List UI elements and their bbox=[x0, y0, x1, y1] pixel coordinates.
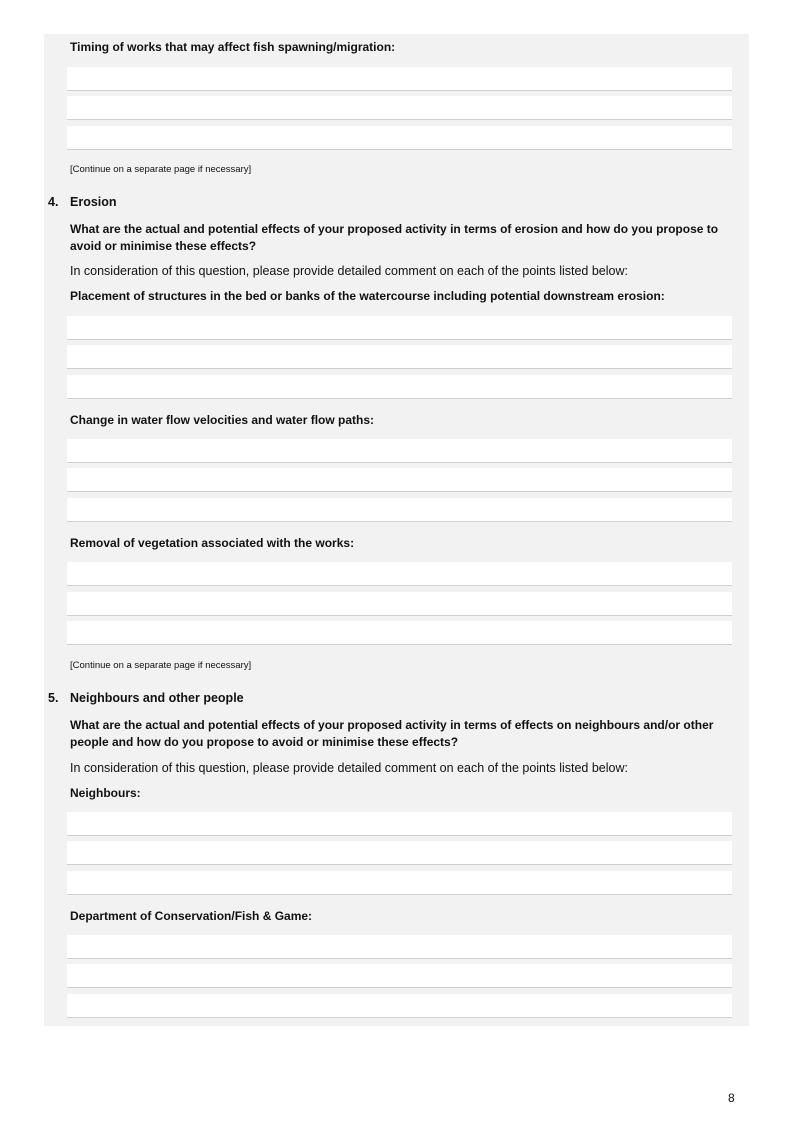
vegetation-label: Removal of vegetation associated with the works: bbox=[70, 536, 355, 550]
vegetation-field-2[interactable] bbox=[67, 592, 732, 616]
neighbours-field-1[interactable] bbox=[67, 812, 732, 836]
placement-field-3[interactable] bbox=[67, 375, 732, 399]
flow-field-3[interactable] bbox=[67, 498, 732, 522]
doc-fish-game-label: Department of Conservation/Fish & Game: bbox=[70, 909, 313, 923]
neighbours-question-line2: people and how do you propose to avoid or minimise these effects? bbox=[70, 735, 459, 749]
doc-field-1[interactable] bbox=[67, 935, 732, 959]
placement-field-2[interactable] bbox=[67, 345, 732, 369]
neighbours-question-line1: What are the actual and potential effects of your proposed activity in terms of effects on neighbours and/or other bbox=[70, 718, 714, 732]
flow-field-1[interactable] bbox=[67, 439, 732, 463]
neighbours-field-2[interactable] bbox=[67, 841, 732, 865]
placement-label: Placement of structures in the bed or banks of the watercourse including potential downstream erosion: bbox=[70, 289, 665, 303]
neighbours-label: Neighbours: bbox=[70, 786, 141, 800]
placement-field-1[interactable] bbox=[67, 316, 732, 340]
vegetation-field-1[interactable] bbox=[67, 562, 732, 586]
section-5-title: Neighbours and other people bbox=[70, 691, 244, 705]
timing-field-3[interactable] bbox=[67, 126, 732, 150]
section-4-number: 4. bbox=[48, 195, 59, 209]
flow-label: Change in water flow velocities and water flow paths: bbox=[70, 413, 375, 427]
timing-field-1[interactable] bbox=[67, 67, 732, 91]
erosion-instruction: In consideration of this question, please provide detailed comment on each of the points listed below: bbox=[70, 264, 628, 278]
continue-note-1: [Continue on a separate page if necessary] bbox=[70, 164, 252, 175]
flow-field-2[interactable] bbox=[67, 468, 732, 492]
neighbours-instruction: In consideration of this question, please provide detailed comment on each of the points listed below: bbox=[70, 761, 628, 775]
section-4-title: Erosion bbox=[70, 195, 117, 209]
neighbours-field-3[interactable] bbox=[67, 871, 732, 895]
erosion-question-line2: avoid or minimise these effects? bbox=[70, 239, 257, 253]
continue-note-2: [Continue on a separate page if necessary] bbox=[70, 660, 252, 671]
erosion-question-line1: What are the actual and potential effects of your proposed activity in terms of erosion and how do you propose to bbox=[70, 222, 719, 236]
section-5-number: 5. bbox=[48, 691, 59, 705]
timing-field-2[interactable] bbox=[67, 96, 732, 120]
doc-field-3[interactable] bbox=[67, 994, 732, 1018]
timing-label: Timing of works that may affect fish spawning/migration: bbox=[70, 40, 396, 54]
page-number: 8 bbox=[728, 1091, 735, 1105]
vegetation-field-3[interactable] bbox=[67, 621, 732, 645]
doc-field-2[interactable] bbox=[67, 964, 732, 988]
